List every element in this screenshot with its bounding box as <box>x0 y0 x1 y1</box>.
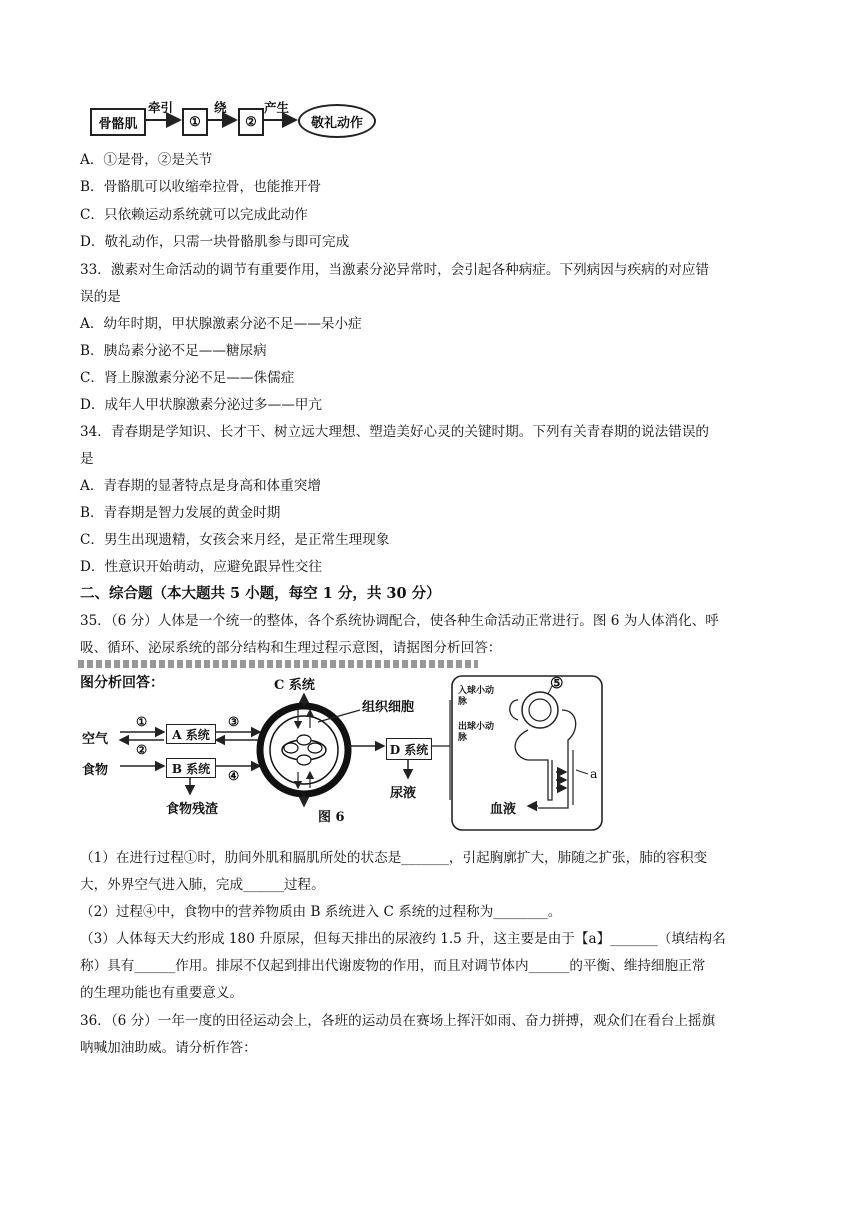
a-system-box: A 系统 <box>166 724 216 744</box>
q32-option-a: A．①是骨，②是关节 <box>80 152 213 168</box>
tissue-cells-label: 组织细胞 <box>362 700 415 715</box>
afferent-arteriole-label: 入球小动脉 <box>458 686 495 707</box>
q32-option-b: B．骨骼肌可以收缩牵拉骨，也能推开骨 <box>80 179 322 195</box>
section-2-title: 二、综合题（本大题共 5 小题，每空 1 分，共 30 分） <box>80 585 441 602</box>
q34-option-b: B．青春期是智力发展的黄金时期 <box>80 505 281 521</box>
q35-sub1-cont: 大，外界空气进入肺，完成______过程。 <box>80 877 325 893</box>
figure-6 <box>78 660 618 835</box>
q34-option-c: C．男生出现遗精，女孩会来月经，是正常生理现象 <box>80 532 390 548</box>
q33-stem: 33．激素对生命活动的调节有重要作用，当激素分泌异常时，会引起各种病症。下列病因与疾病的对应错 <box>80 262 710 278</box>
air-label: 空气 <box>82 732 109 747</box>
blood-label: 血液 <box>490 802 517 817</box>
food-label: 食物 <box>82 763 109 778</box>
skeletal-muscle-box: 骨骼肌 <box>90 108 146 136</box>
q35-sub3: （3）人体每天大约形成 180 升原尿，但每天排出的尿液约 1.5 升，这主要是由于【a】_______（填结构名 <box>80 931 726 947</box>
q32-option-c: C．只依赖运动系统就可以完成此动作 <box>80 207 308 223</box>
q34-stem-cont: 是 <box>80 451 94 467</box>
figure-header-text: 图分析回答： <box>80 675 164 691</box>
q35-stem: 35．（6 分）人体是一个统一的整体，各个系统协调配合，使各种生命活动正常进行。图 6 为人体消化、呼 <box>80 613 719 629</box>
process-3-label: ③ <box>228 714 240 729</box>
arrow-label-pull: 牵引 <box>148 100 174 115</box>
c-system-label: C 系统 <box>274 678 315 693</box>
figure-6-lines <box>78 660 618 835</box>
efferent-arteriole-label: 出球小动脉 <box>458 722 495 743</box>
d-system-box: D 系统 <box>386 738 432 760</box>
q35-sub1: （1）在进行过程①时，肋间外肌和膈肌所处的状态是_______，引起胸廓扩大，肺随之扩张，肺的容积变 <box>80 850 708 866</box>
q32-option-d: D．敬礼动作，只需一块骨骼肌参与即可完成 <box>80 234 350 250</box>
q35-sub3-cont: 称）具有______作用。排尿不仅起到排出代谢废物的作用，而且对调节体内______的平衡、维持细胞正常 <box>80 958 706 974</box>
food-residue-label: 食物残渣 <box>166 802 219 817</box>
q33-stem-cont: 误的是 <box>80 289 121 305</box>
urine-label: 尿液 <box>390 786 417 801</box>
q36-stem-cont: 呐喊加油助威。请分析作答： <box>80 1040 257 1056</box>
arrow-label-around: 绕 <box>214 100 227 115</box>
q34-option-a: A．青春期的显著特点是身高和体重突增 <box>80 478 321 494</box>
label-5: ⑤ <box>550 674 564 692</box>
salute-action-oval: 敬礼动作 <box>298 104 376 138</box>
q33-option-d: D．成年人甲状腺激素分泌过多——甲亢 <box>80 397 322 413</box>
process-4-label: ④ <box>228 768 240 783</box>
q35-sub2: （2）过程④中，食物中的营养物质由 B 系统进入 C 系统的过程称为________。 <box>80 904 562 920</box>
flow-arrows <box>0 0 400 150</box>
q34-option-d: D．性意识开始萌动，应避免跟异性交往 <box>80 559 322 575</box>
process-2-label: ② <box>136 742 148 757</box>
q34-stem: 34．青春期是学知识、长才干、树立远大理想、塑造美好心灵的关键时期。下列有关青春期的说法错误的 <box>80 424 710 440</box>
b-system-box: B 系统 <box>166 758 216 778</box>
q33-option-c: C．肾上腺激素分泌不足——侏儒症 <box>80 370 295 386</box>
node-2-box: ② <box>238 108 264 136</box>
node-1-box: ① <box>182 108 208 136</box>
arrow-label-produce: 产生 <box>264 100 290 115</box>
label-a: a <box>590 766 598 781</box>
q36-stem: 36．（6 分）一年一度的田径运动会上，各班的运动员在赛场上挥汗如雨、奋力拼搏，观众们在看台上摇旗 <box>80 1013 716 1029</box>
q35-sub3-cont2: 的生理功能也有重要意义。 <box>80 985 244 1001</box>
figure-6-caption: 图 6 <box>318 810 345 825</box>
q35-stem-cont: 吸、循环、泌尿系统的部分结构和生理过程示意图，请据图分析回答： <box>80 640 502 656</box>
q33-option-a: A．幼年时期，甲状腺激素分泌不足——呆小症 <box>80 316 362 332</box>
process-1-label: ① <box>136 714 148 729</box>
q33-option-b: B．胰岛素分泌不足——糖尿病 <box>80 343 267 359</box>
